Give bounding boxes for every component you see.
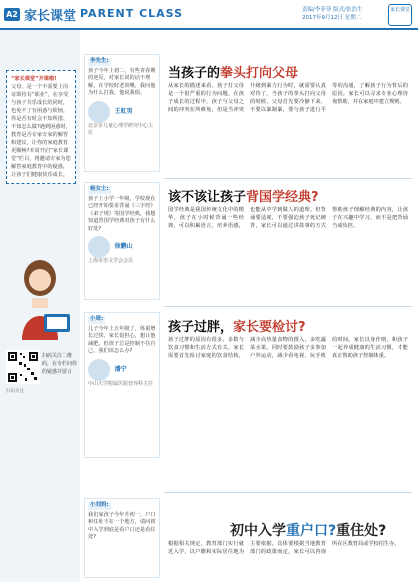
qr-code[interactable] (6, 350, 40, 384)
avatar (88, 359, 110, 381)
article-body-4: 根据相关规定，教育部门实行就近入学，以户籍和实际居住地为主要依据。具体要根据当地教育部门的政策而定，家长可以咨询所在区教育局或学校招生办。 (168, 541, 400, 555)
avatar (88, 101, 110, 123)
expert-name: 王虹男 (114, 107, 133, 115)
section-title-en: PARENT CLASS (80, 7, 184, 20)
intro-title: “家长课堂”开课啦! (11, 76, 57, 82)
section-rule (164, 178, 412, 179)
expert-role: 上海市语文学会会员 (88, 258, 134, 264)
title-part: 孩子过胖， (168, 320, 234, 335)
qa-card-1 (84, 54, 160, 172)
qa-card-4 (84, 498, 160, 578)
expert-name: 徐鹏山 (114, 243, 133, 251)
header-logo: 家长课堂 (388, 4, 412, 26)
page-number-tag: A2 (4, 8, 20, 21)
section-title-cn: 家长课堂 (24, 9, 77, 24)
question-text: 我们家孩子今年升初一，户口和住址不在一个地方，请问初中入学到底是看户口还是看住处? (88, 511, 156, 540)
article-title-3 (168, 316, 306, 335)
question-tag: 小周: (90, 316, 104, 322)
qr-caption: 扫码关注二维码，在专栏问你的疑惑并留言 (42, 353, 78, 375)
qa-card-2 (84, 182, 160, 300)
article-body-3: 孩子过胖的原因有很多，多数与饮食习惯和生活方式有关。家长需要首先检讨家庭的饮食结构，减少高热量食物的摄入，多吃蔬菜水果。同时要鼓励孩子多参加户外运动，减少看电视、玩手机的时间。家长以身作则，和孩子一起养成健康的生活习惯，才能真正帮助孩子控制体重。 (168, 337, 408, 359)
title-accent: 重户口? (286, 523, 337, 539)
page-header (0, 0, 418, 32)
title-part: 初中入学 (230, 523, 286, 539)
expert-role: 北京市儿童心理学研究中心主任 (88, 122, 154, 136)
title-accent: 家长要检讨? (233, 320, 306, 335)
article-title-4 (230, 520, 386, 540)
article-body-2: 国学经典是我国传统文化中的精华，孩子在小时候背诵一些经典，可以积累语言，培养语感，也能从中学到做人的道理。但背诵要适度，不要强迫孩子死记硬背，家长可以通过讲故事的方式帮助孩子理解经典的内容，让孩子在兴趣中学习，而不是把背诵当成负担。 (168, 207, 408, 229)
girl-illustration (4, 252, 76, 340)
question-text: 孩子上小学一年级，学校现在已经开始要求背诵《三字经》《弟子规》等国学经典，我想知道背国学经典对孩子有什么好处? (88, 195, 156, 232)
header-info (302, 6, 362, 22)
title-accent: 拳头打向父母 (220, 66, 299, 81)
question-tag: 小刘妈: (90, 502, 109, 508)
section-rule (164, 306, 412, 307)
question-tag: 李先生: (90, 58, 109, 64)
question-text: 儿子今年上五年级了，体重增长过快，家长很担心，想让他减肥，但孩子总是控制不住自己，我们该怎么办? (88, 325, 156, 354)
article-title-2 (168, 186, 319, 205)
header-info-line2: 2017年9月12日 星期二 (302, 15, 362, 21)
question-tag: 杨女士: (90, 186, 109, 192)
qr-bottom-caption: 扫码关注 (6, 389, 24, 394)
article-title-1 (168, 62, 298, 81)
title-accent: 背国学经典? (246, 190, 319, 205)
expert-role: 中山大学附属医院营养科主任 (88, 380, 154, 387)
title-part: 重住处? (336, 523, 387, 539)
title-part: 当孩子的 (168, 66, 221, 81)
intro-box (6, 70, 76, 184)
question-text: 孩子今年上初二，有些青春期的逆反，对家长说的话不理解，在学校时老顶嘴，我问他为什么打我，他说我烦。 (88, 67, 156, 96)
section-rule (164, 492, 412, 493)
title-part: 该不该让孩子 (168, 190, 247, 205)
expert-name: 潘宁 (114, 365, 127, 373)
article-body-1: 从家长的描述来看，孩子打父母是一个很严重的行为问题。在孩子成长的过程中，孩子与父母之间的冲突在所难免，但是当冲突升级到暴力行为时，就需要认真对待了。当孩子的拳头打向父母的时候，父母首先要冷静下来，不要以暴制暴，要与孩子进行平等的沟通，了解孩子行为背后的原因。家长可以寻求专业心理咨询帮助，并在家庭中建立规则。 (168, 83, 408, 113)
header-info-line1: 责编/李菲菲 版式/张浩生 (302, 7, 363, 13)
avatar (88, 236, 110, 258)
intro-text: 父母，是一个不需要上岗证即持有“职业”，在享受与孩子共乐成长的同时，也免不了有困惑与烦恼。你是否有时会不知所措、不知怎么做?遇到困惑时，教育是否专家专家的解答和建议，让你的家庭教育更顺畅?本周开启“家长课堂”栏目，将邀请专家为您解答家庭教育中的疑惑，让孩子们健康快乐成长。 (11, 84, 71, 178)
qa-card-3 (84, 312, 160, 458)
left-sidebar (0, 30, 80, 582)
